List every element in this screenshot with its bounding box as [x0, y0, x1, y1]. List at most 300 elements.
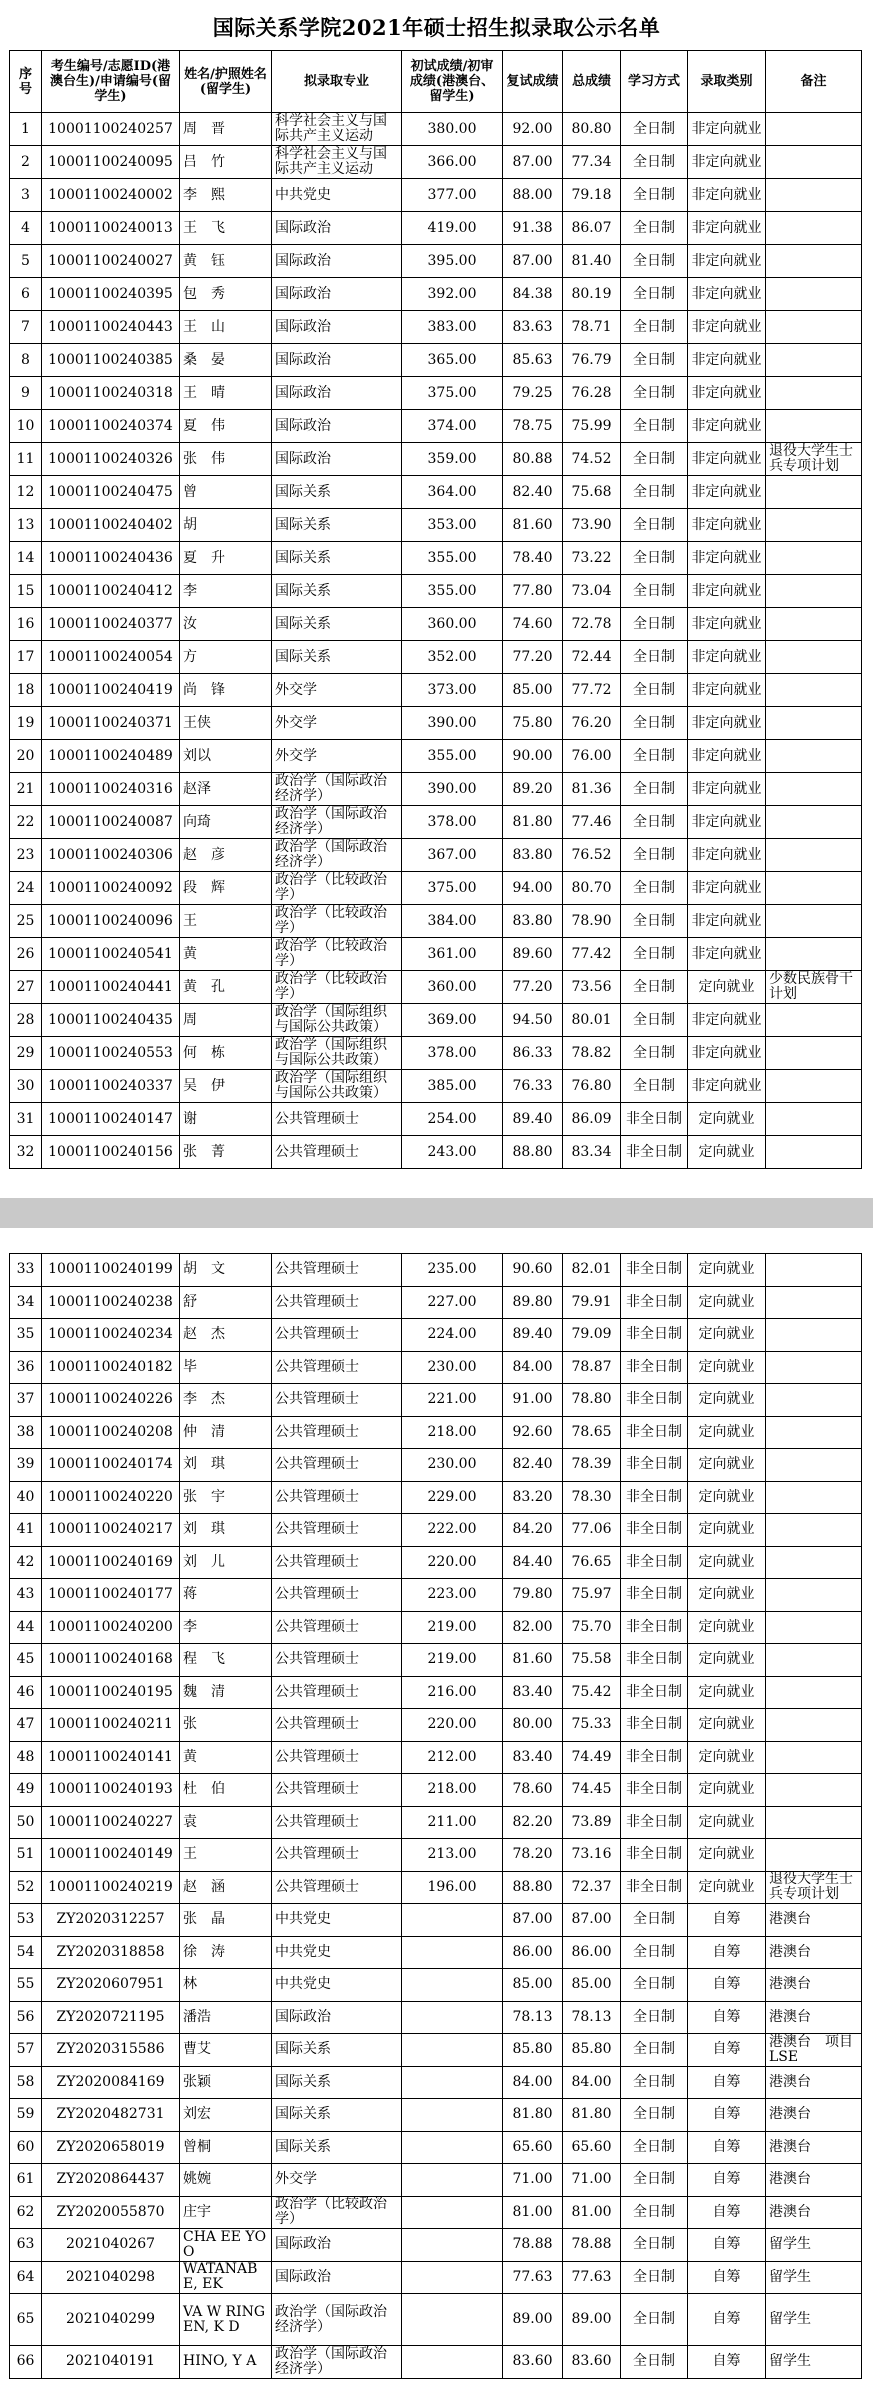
initial-score-cell [402, 2294, 503, 2346]
candidate-id-cell: 10001100240371 [42, 707, 180, 740]
seq-cell: 21 [10, 773, 42, 806]
total-score-cell: 81.36 [563, 773, 621, 806]
major-cell: 公共管理硕士 [272, 1384, 402, 1417]
admission-category-cell: 自筹 [688, 2164, 766, 2197]
remark-cell [766, 1774, 862, 1807]
retest-score-cell: 85.00 [503, 674, 563, 707]
study-mode-cell: 全日制 [621, 377, 688, 410]
total-score-cell: 74.45 [563, 1774, 621, 1807]
header-seq: 序号 [10, 51, 42, 113]
candidate-id-cell: 10001100240238 [42, 1286, 180, 1319]
seq-cell: 1 [10, 113, 42, 146]
study-mode-cell: 全日制 [621, 872, 688, 905]
total-score-cell: 77.63 [563, 2261, 621, 2294]
seq-cell: 36 [10, 1351, 42, 1384]
study-mode-cell: 全日制 [621, 575, 688, 608]
major-cell: 公共管理硕士 [272, 1351, 402, 1384]
retest-score-cell: 87.00 [503, 146, 563, 179]
admission-category-cell: 非定向就业 [688, 476, 766, 509]
candidate-id-cell: ZY2020658019 [42, 2131, 180, 2164]
study-mode-cell: 全日制 [621, 2131, 688, 2164]
initial-score-cell: 373.00 [402, 674, 503, 707]
header-major: 拟录取专业 [272, 51, 402, 113]
candidate-id-cell: 10001100240441 [42, 971, 180, 1004]
retest-score-cell: 86.00 [503, 1936, 563, 1969]
study-mode-cell: 全日制 [621, 2001, 688, 2034]
remark-cell [766, 179, 862, 212]
candidate-id-cell: 10001100240419 [42, 674, 180, 707]
admission-category-cell: 非定向就业 [688, 1037, 766, 1070]
admission-category-cell: 定向就业 [688, 971, 766, 1004]
seq-cell: 49 [10, 1774, 42, 1807]
name-cell: 张 菁 [180, 1136, 272, 1169]
study-mode-cell: 全日制 [621, 2346, 688, 2379]
remark-cell [766, 707, 862, 740]
candidate-id-cell: 10001100240096 [42, 905, 180, 938]
admission-category-cell: 自筹 [688, 1904, 766, 1937]
study-mode-cell: 全日制 [621, 740, 688, 773]
name-cell: 李 熙 [180, 179, 272, 212]
initial-score-cell: 352.00 [402, 641, 503, 674]
candidate-id-cell: 10001100240174 [42, 1449, 180, 1482]
remark-cell [766, 344, 862, 377]
name-cell: 谢 [180, 1103, 272, 1136]
major-cell: 政治学（国际政治经济学） [272, 2346, 402, 2379]
candidate-id-cell: 10001100240168 [42, 1644, 180, 1677]
name-cell: 王 [180, 905, 272, 938]
candidate-id-cell: ZY2020312257 [42, 1904, 180, 1937]
header-study-mode: 学习方式 [621, 51, 688, 113]
major-cell: 政治学（比较政治学） [272, 872, 402, 905]
admission-category-cell: 自筹 [688, 2196, 766, 2229]
initial-score-cell: 365.00 [402, 344, 503, 377]
seq-cell: 16 [10, 608, 42, 641]
seq-cell: 47 [10, 1709, 42, 1742]
retest-score-cell: 89.80 [503, 1286, 563, 1319]
retest-score-cell: 78.75 [503, 410, 563, 443]
initial-score-cell [402, 2066, 503, 2099]
retest-score-cell: 92.60 [503, 1416, 563, 1449]
retest-score-cell: 91.38 [503, 212, 563, 245]
initial-score-cell: 230.00 [402, 1449, 503, 1482]
total-score-cell: 72.78 [563, 608, 621, 641]
study-mode-cell: 全日制 [621, 674, 688, 707]
retest-score-cell: 81.80 [503, 806, 563, 839]
admission-category-cell: 非定向就业 [688, 773, 766, 806]
name-cell: 毕 [180, 1351, 272, 1384]
table-row [10, 575, 862, 608]
study-mode-cell: 非全日制 [621, 1774, 688, 1807]
remark-cell: 退役大学生士兵专项计划 [766, 443, 862, 476]
seq-cell: 26 [10, 938, 42, 971]
name-cell: 胡 [180, 509, 272, 542]
major-cell: 政治学（国际组织与国际公共政策） [272, 1004, 402, 1037]
retest-score-cell: 87.00 [503, 1904, 563, 1937]
admission-category-cell: 非定向就业 [688, 575, 766, 608]
major-cell: 公共管理硕士 [272, 1319, 402, 1352]
study-mode-cell: 全日制 [621, 245, 688, 278]
admission-table-part-2 [9, 1253, 862, 2379]
name-cell: 庄宇 [180, 2196, 272, 2229]
total-score-cell: 73.56 [563, 971, 621, 1004]
retest-score-cell: 82.40 [503, 476, 563, 509]
study-mode-cell: 全日制 [621, 476, 688, 509]
name-cell: 尚 锋 [180, 674, 272, 707]
major-cell: 政治学（比较政治学） [272, 2196, 402, 2229]
initial-score-cell: 212.00 [402, 1741, 503, 1774]
major-cell: 公共管理硕士 [272, 1676, 402, 1709]
major-cell: 政治学（国际组织与国际公共政策） [272, 1070, 402, 1103]
candidate-id-cell: ZY2020721195 [42, 2001, 180, 2034]
total-score-cell: 75.42 [563, 1676, 621, 1709]
seq-cell: 7 [10, 311, 42, 344]
major-cell: 外交学 [272, 707, 402, 740]
initial-score-cell: 220.00 [402, 1709, 503, 1742]
study-mode-cell: 全日制 [621, 179, 688, 212]
total-score-cell: 78.39 [563, 1449, 621, 1482]
remark-cell [766, 1839, 862, 1872]
retest-score-cell: 78.13 [503, 2001, 563, 2034]
seq-cell: 24 [10, 872, 42, 905]
total-score-cell: 78.65 [563, 1416, 621, 1449]
table-row [10, 1839, 862, 1872]
major-cell: 国际关系 [272, 641, 402, 674]
table-row [10, 707, 862, 740]
major-cell: 公共管理硕士 [272, 1611, 402, 1644]
initial-score-cell: 360.00 [402, 971, 503, 1004]
study-mode-cell: 非全日制 [621, 1416, 688, 1449]
study-mode-cell: 全日制 [621, 1004, 688, 1037]
retest-score-cell: 84.20 [503, 1514, 563, 1547]
table-row [10, 443, 862, 476]
total-score-cell: 75.99 [563, 410, 621, 443]
seq-cell: 64 [10, 2261, 42, 2294]
initial-score-cell: 254.00 [402, 1103, 503, 1136]
table-header-row [10, 51, 862, 113]
study-mode-cell: 全日制 [621, 146, 688, 179]
admission-category-cell: 非定向就业 [688, 377, 766, 410]
major-cell: 中共党史 [272, 1904, 402, 1937]
seq-cell: 62 [10, 2196, 42, 2229]
seq-cell: 18 [10, 674, 42, 707]
table-row [10, 1611, 862, 1644]
initial-score-cell: 384.00 [402, 905, 503, 938]
remark-cell [766, 1611, 862, 1644]
initial-score-cell: 218.00 [402, 1774, 503, 1807]
admission-category-cell: 非定向就业 [688, 674, 766, 707]
admission-category-cell: 自筹 [688, 2346, 766, 2379]
remark-cell [766, 1546, 862, 1579]
table-row [10, 1514, 862, 1547]
name-cell: 刘宏 [180, 2099, 272, 2132]
remark-cell: 留学生 [766, 2294, 862, 2346]
initial-score-cell [402, 2196, 503, 2229]
total-score-cell: 77.42 [563, 938, 621, 971]
total-score-cell: 73.16 [563, 1839, 621, 1872]
admission-category-cell: 非定向就业 [688, 872, 766, 905]
total-score-cell: 78.30 [563, 1481, 621, 1514]
study-mode-cell: 非全日制 [621, 1449, 688, 1482]
remark-cell [766, 1351, 862, 1384]
name-cell: 张 晶 [180, 1904, 272, 1937]
total-score-cell: 78.87 [563, 1351, 621, 1384]
initial-score-cell: 378.00 [402, 1037, 503, 1070]
major-cell: 政治学（比较政治学） [272, 905, 402, 938]
total-score-cell: 81.80 [563, 2099, 621, 2132]
candidate-id-cell: ZY2020055870 [42, 2196, 180, 2229]
seq-cell: 5 [10, 245, 42, 278]
admission-category-cell: 非定向就业 [688, 410, 766, 443]
major-cell: 中共党史 [272, 179, 402, 212]
table-row [10, 2034, 862, 2067]
table-row [10, 1449, 862, 1482]
initial-score-cell: 227.00 [402, 1286, 503, 1319]
seq-cell: 29 [10, 1037, 42, 1070]
remark-cell [766, 1416, 862, 1449]
seq-cell: 28 [10, 1004, 42, 1037]
total-score-cell: 77.46 [563, 806, 621, 839]
remark-cell [766, 1514, 862, 1547]
initial-score-cell: 222.00 [402, 1514, 503, 1547]
major-cell: 公共管理硕士 [272, 1136, 402, 1169]
total-score-cell: 76.00 [563, 740, 621, 773]
initial-score-cell: 390.00 [402, 707, 503, 740]
name-cell: 王 山 [180, 311, 272, 344]
seq-cell: 53 [10, 1904, 42, 1937]
table-row [10, 2261, 862, 2294]
study-mode-cell: 全日制 [621, 773, 688, 806]
major-cell: 政治学（比较政治学） [272, 938, 402, 971]
seq-cell: 35 [10, 1319, 42, 1352]
remark-cell [766, 1449, 862, 1482]
total-score-cell: 77.34 [563, 146, 621, 179]
header-remark: 备注 [766, 51, 862, 113]
remark-cell [766, 278, 862, 311]
admission-category-cell: 定向就业 [688, 1103, 766, 1136]
table-row [10, 212, 862, 245]
study-mode-cell: 全日制 [621, 278, 688, 311]
seq-cell: 19 [10, 707, 42, 740]
candidate-id-cell: ZY2020482731 [42, 2099, 180, 2132]
retest-score-cell: 78.40 [503, 542, 563, 575]
seq-cell: 50 [10, 1806, 42, 1839]
name-cell: 张 伟 [180, 443, 272, 476]
major-cell: 科学社会主义与国际共产主义运动 [272, 113, 402, 146]
study-mode-cell: 全日制 [621, 971, 688, 1004]
candidate-id-cell: 10001100240211 [42, 1709, 180, 1742]
major-cell: 国际关系 [272, 542, 402, 575]
study-mode-cell: 非全日制 [621, 1384, 688, 1417]
table-row [10, 542, 862, 575]
initial-score-cell [402, 2261, 503, 2294]
seq-cell: 42 [10, 1546, 42, 1579]
total-score-cell: 83.60 [563, 2346, 621, 2379]
initial-score-cell: 364.00 [402, 476, 503, 509]
table-row [10, 1774, 862, 1807]
initial-score-cell: 395.00 [402, 245, 503, 278]
table-row [10, 905, 862, 938]
admission-category-cell: 定向就业 [688, 1709, 766, 1742]
total-score-cell: 89.00 [563, 2294, 621, 2346]
seq-cell: 46 [10, 1676, 42, 1709]
major-cell: 公共管理硕士 [272, 1709, 402, 1742]
name-cell: 夏 升 [180, 542, 272, 575]
initial-score-cell: 196.00 [402, 1871, 503, 1904]
table-row [10, 806, 862, 839]
table-row [10, 641, 862, 674]
major-cell: 国际关系 [272, 2131, 402, 2164]
total-score-cell: 65.60 [563, 2131, 621, 2164]
study-mode-cell: 非全日制 [621, 1644, 688, 1677]
candidate-id-cell: 2021040267 [42, 2229, 180, 2262]
study-mode-cell: 非全日制 [621, 1871, 688, 1904]
name-cell: 程 飞 [180, 1644, 272, 1677]
table-row [10, 2066, 862, 2099]
table-row [10, 1904, 862, 1937]
seq-cell: 2 [10, 146, 42, 179]
candidate-id-cell: 2021040298 [42, 2261, 180, 2294]
name-cell: 赵 涵 [180, 1871, 272, 1904]
candidate-id-cell: 10001100240200 [42, 1611, 180, 1644]
table-body-part-1 [10, 113, 862, 1169]
total-score-cell: 80.19 [563, 278, 621, 311]
remark-cell: 港澳台 项目 LSE [766, 2034, 862, 2067]
study-mode-cell: 非全日制 [621, 1351, 688, 1384]
total-score-cell: 75.58 [563, 1644, 621, 1677]
total-score-cell: 73.89 [563, 1806, 621, 1839]
retest-score-cell: 83.40 [503, 1676, 563, 1709]
seq-cell: 25 [10, 905, 42, 938]
study-mode-cell: 非全日制 [621, 1546, 688, 1579]
name-cell: 胡 文 [180, 1254, 272, 1287]
table-row [10, 1644, 862, 1677]
study-mode-cell: 全日制 [621, 311, 688, 344]
name-cell: WATANABE, EK [180, 2261, 272, 2294]
major-cell: 公共管理硕士 [272, 1286, 402, 1319]
major-cell: 外交学 [272, 2164, 402, 2197]
major-cell: 政治学（国际组织与国际公共政策） [272, 1037, 402, 1070]
admission-category-cell: 定向就业 [688, 1319, 766, 1352]
table-row [10, 1936, 862, 1969]
total-score-cell: 76.65 [563, 1546, 621, 1579]
admission-category-cell: 定向就业 [688, 1136, 766, 1169]
seq-cell: 9 [10, 377, 42, 410]
remark-cell [766, 1579, 862, 1612]
name-cell: 张颖 [180, 2066, 272, 2099]
name-cell: 徐 涛 [180, 1936, 272, 1969]
total-score-cell: 79.18 [563, 179, 621, 212]
candidate-id-cell: 10001100240002 [42, 179, 180, 212]
name-cell: HINO, Y A [180, 2346, 272, 2379]
candidate-id-cell: 10001100240054 [42, 641, 180, 674]
table-row [10, 1579, 862, 1612]
remark-cell [766, 1136, 862, 1169]
admission-category-cell: 自筹 [688, 2294, 766, 2346]
table-row [10, 1416, 862, 1449]
name-cell: 林 [180, 1969, 272, 2002]
remark-cell [766, 806, 862, 839]
retest-score-cell: 81.60 [503, 1644, 563, 1677]
table-row [10, 1709, 862, 1742]
table-row [10, 2131, 862, 2164]
major-cell: 国际关系 [272, 575, 402, 608]
remark-cell [766, 938, 862, 971]
candidate-id-cell: 10001100240141 [42, 1741, 180, 1774]
table-row [10, 245, 862, 278]
candidate-id-cell: 10001100240436 [42, 542, 180, 575]
study-mode-cell: 非全日制 [621, 1254, 688, 1287]
name-cell: 杜 伯 [180, 1774, 272, 1807]
total-score-cell: 80.80 [563, 113, 621, 146]
admission-category-cell: 定向就业 [688, 1741, 766, 1774]
admission-category-cell: 定向就业 [688, 1871, 766, 1904]
admission-category-cell: 定向就业 [688, 1579, 766, 1612]
retest-score-cell: 87.00 [503, 245, 563, 278]
study-mode-cell: 全日制 [621, 443, 688, 476]
candidate-id-cell: 10001100240092 [42, 872, 180, 905]
table-row [10, 311, 862, 344]
major-cell: 国际关系 [272, 2099, 402, 2132]
total-score-cell: 81.00 [563, 2196, 621, 2229]
initial-score-cell: 361.00 [402, 938, 503, 971]
initial-score-cell: 360.00 [402, 608, 503, 641]
major-cell: 国际政治 [272, 443, 402, 476]
name-cell: 姚婉 [180, 2164, 272, 2197]
major-cell: 国际政治 [272, 311, 402, 344]
total-score-cell: 73.90 [563, 509, 621, 542]
candidate-id-cell: 10001100240541 [42, 938, 180, 971]
total-score-cell: 77.72 [563, 674, 621, 707]
study-mode-cell: 全日制 [621, 1904, 688, 1937]
name-cell: 吕 竹 [180, 146, 272, 179]
name-cell: 王侠 [180, 707, 272, 740]
candidate-id-cell: 10001100240475 [42, 476, 180, 509]
retest-score-cell: 84.00 [503, 1351, 563, 1384]
name-cell: 包 秀 [180, 278, 272, 311]
remark-cell [766, 1037, 862, 1070]
name-cell: 曾桐 [180, 2131, 272, 2164]
initial-score-cell: 392.00 [402, 278, 503, 311]
name-cell: 曹艾 [180, 2034, 272, 2067]
admission-category-cell: 非定向就业 [688, 542, 766, 575]
total-score-cell: 78.90 [563, 905, 621, 938]
admission-category-cell: 自筹 [688, 1936, 766, 1969]
retest-score-cell: 74.60 [503, 608, 563, 641]
initial-score-cell: 221.00 [402, 1384, 503, 1417]
major-cell: 国际政治 [272, 410, 402, 443]
seq-cell: 32 [10, 1136, 42, 1169]
remark-cell [766, 905, 862, 938]
retest-score-cell: 86.33 [503, 1037, 563, 1070]
admission-category-cell: 非定向就业 [688, 806, 766, 839]
seq-cell: 27 [10, 971, 42, 1004]
total-score-cell: 87.00 [563, 1904, 621, 1937]
admission-category-cell: 非定向就业 [688, 839, 766, 872]
admission-category-cell: 非定向就业 [688, 443, 766, 476]
table-row [10, 674, 862, 707]
remark-cell [766, 641, 862, 674]
name-cell: 黄 孔 [180, 971, 272, 1004]
table-row [10, 1481, 862, 1514]
name-cell: 向琦 [180, 806, 272, 839]
retest-score-cell: 75.80 [503, 707, 563, 740]
seq-cell: 14 [10, 542, 42, 575]
study-mode-cell: 全日制 [621, 1936, 688, 1969]
remark-cell: 港澳台 [766, 2001, 862, 2034]
retest-score-cell: 88.80 [503, 1136, 563, 1169]
study-mode-cell: 全日制 [621, 542, 688, 575]
header-name: 姓名/护照姓名(留学生) [180, 51, 272, 113]
